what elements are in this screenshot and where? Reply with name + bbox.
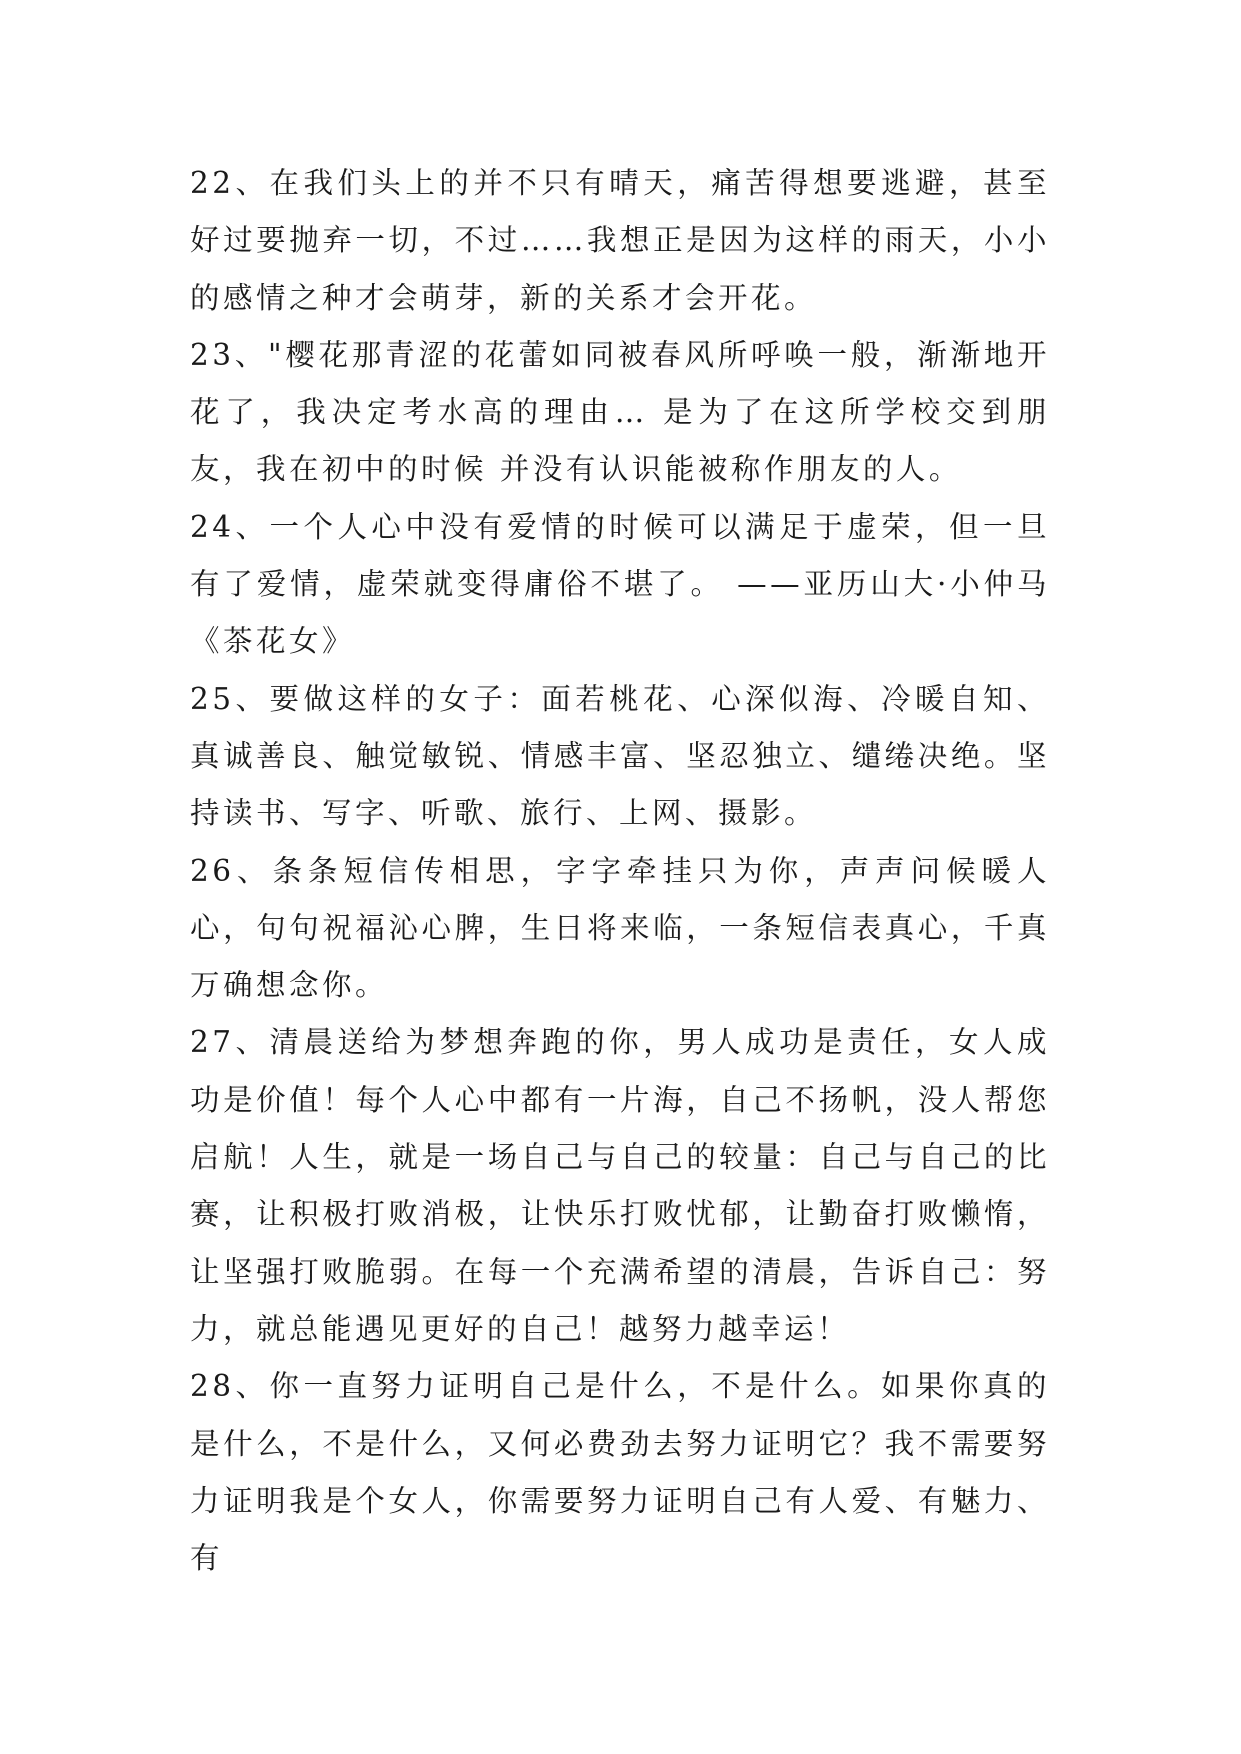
paragraph-25: 25、要做这样的女子：面若桃花、心深似海、冷暖自知、真诚善良、触觉敏锐、情感丰富、坚忍独立、缱绻决绝。坚持读书、写字、听歌、旅行、上网、摄影。 xyxy=(190,681,1050,831)
document-body xyxy=(190,155,1050,1587)
paragraph-27: 27、清晨送给为梦想奔跑的你，男人成功是责任，女人成功是价值！每个人心中都有一片海，自己不扬帆，没人帮您启航！人生，就是一场自己与自己的较量：自己与自己的比赛，让积极打败消极，让快乐打败忧郁，让勤奋打败懒惰，让坚强打败脆弱。在每一个充满希望的清晨，告诉自己：努力，就总能遇见更好的自己！越努力越幸运！ xyxy=(190,1025,1050,1346)
paragraph-22: 22、在我们头上的并不只有晴天，痛苦得想要逃避，甚至好过要抛弃一切，不过……我想正是因为这样的雨天，小小的感情之种才会萌芽，新的关系才会开花。 xyxy=(190,166,1050,315)
paragraph-24: 24、一个人心中没有爱情的时候可以满足于虚荣，但一旦有了爱情，虚荣就变得庸俗不堪了。 ——亚历山大·小仲马《茶花女》 xyxy=(190,509,1050,659)
paragraph-28: 28、你一直努力证明自己是什么，不是什么。如果你真的是什么，不是什么，又何必费劲去努力证明它？我不需要努力证明我是个女人，你需要努力证明自己有人爱、有魅力、有 xyxy=(190,1369,1050,1576)
paragraph-26: 26、条条短信传相思，字字牵挂只为你，声声问候暖人心，句句祝福沁心脾，生日将来临，一条短信表真心，千真万确想念你。 xyxy=(190,853,1050,1003)
paragraph-23: 23、"樱花那青涩的花蕾如同被春风所呼唤一般，渐渐地开花了，我决定考水高的理由… 是为了在这所学校交到朋友，我在初中的时候 并没有认识能被称作朋友的人。 xyxy=(190,337,1050,487)
